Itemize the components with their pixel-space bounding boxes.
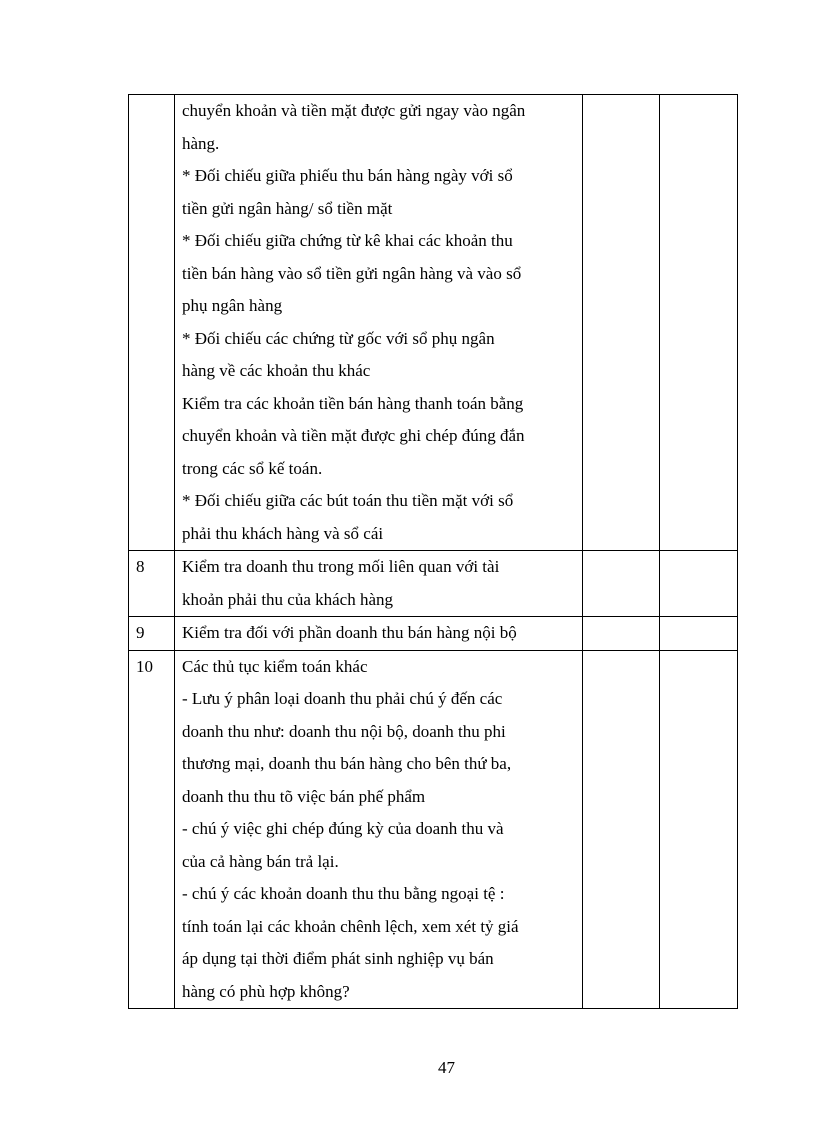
row-number: 9 xyxy=(129,617,175,651)
content-line: hàng có phù hợp không? xyxy=(182,981,350,1001)
content-line: chuyển khoản và tiền mặt được ghi chép đúng đắn xyxy=(182,426,525,445)
content-line: hàng về các khoản thu khác xyxy=(182,361,371,380)
content-line: - chú ý các khoản doanh thu thu bằng ngoại tệ : xyxy=(182,884,505,903)
table-row xyxy=(129,650,738,1009)
row-content xyxy=(175,95,583,551)
row-content xyxy=(175,650,583,1009)
row-content xyxy=(175,551,583,617)
content-line: khoản phải thu của khách hàng xyxy=(182,589,394,609)
table-row xyxy=(129,95,738,551)
content-line: Các thủ tục kiểm toán khác xyxy=(182,656,368,676)
table-row xyxy=(129,617,738,651)
empty-cell xyxy=(660,650,738,1009)
content-line: - chú ý việc ghi chép đúng kỳ của doanh thu và xyxy=(182,819,504,838)
audit-procedures-table xyxy=(128,94,738,1009)
content-line: doanh thu thu tõ việc bán phế phẩm xyxy=(182,786,426,806)
empty-cell xyxy=(660,95,738,551)
table-body xyxy=(129,95,738,1009)
content-line: - Lưu ý phân loại doanh thu phải chú ý đến các xyxy=(182,689,503,708)
content-line: của cả hàng bán trả lại. xyxy=(182,851,339,871)
content-line: tiền gửi ngân hàng/ sổ tiền mặt xyxy=(182,198,393,218)
content-line: thương mại, doanh thu bán hàng cho bên thứ ba, xyxy=(182,754,512,773)
page-number: 47 xyxy=(438,1058,455,1077)
content-line: tiền bán hàng vào sổ tiền gửi ngân hàng và vào sổ xyxy=(182,263,522,283)
content-line: hàng. xyxy=(182,133,220,153)
empty-cell xyxy=(660,551,738,617)
row-number: 10 xyxy=(129,650,175,1009)
row-number xyxy=(129,95,175,551)
empty-cell xyxy=(583,95,660,551)
content-line: * Đối chiếu giữa phiếu thu bán hàng ngày với sổ xyxy=(182,166,513,185)
content-line: * Đối chiếu giữa các bút toán thu tiền mặt với sổ xyxy=(182,491,514,510)
content-line: Kiểm tra đối với phần doanh thu bán hàng nội bộ xyxy=(182,623,517,642)
table-row xyxy=(129,551,738,617)
content-line: chuyển khoản và tiền mặt được gửi ngay vào ngân xyxy=(182,101,526,120)
content-line: áp dụng tại thời điểm phát sinh nghiệp vụ bán xyxy=(182,949,494,968)
content-line: phải thu khách hàng và sổ cái xyxy=(182,523,384,543)
empty-cell xyxy=(583,617,660,651)
content-line: Kiểm tra doanh thu trong mối liên quan với tài xyxy=(182,557,500,576)
empty-cell xyxy=(660,617,738,651)
content-line: * Đối chiếu các chứng từ gốc với sổ phụ ngân xyxy=(182,328,495,348)
empty-cell xyxy=(583,650,660,1009)
content-line: trong các sổ kế toán. xyxy=(182,458,323,478)
empty-cell xyxy=(583,551,660,617)
row-number: 8 xyxy=(129,551,175,617)
row-content xyxy=(175,617,583,651)
content-line: phụ ngân hàng xyxy=(182,296,283,315)
content-line: tính toán lại các khoản chênh lệch, xem xét tỷ giá xyxy=(182,916,519,936)
content-line: Kiểm tra các khoản tiền bán hàng thanh toán bằng xyxy=(182,393,524,413)
content-line: doanh thu như: doanh thu nội bộ, doanh thu phi xyxy=(182,721,506,741)
content-line: * Đối chiếu giữa chứng từ kê khai các khoản thu xyxy=(182,231,513,250)
